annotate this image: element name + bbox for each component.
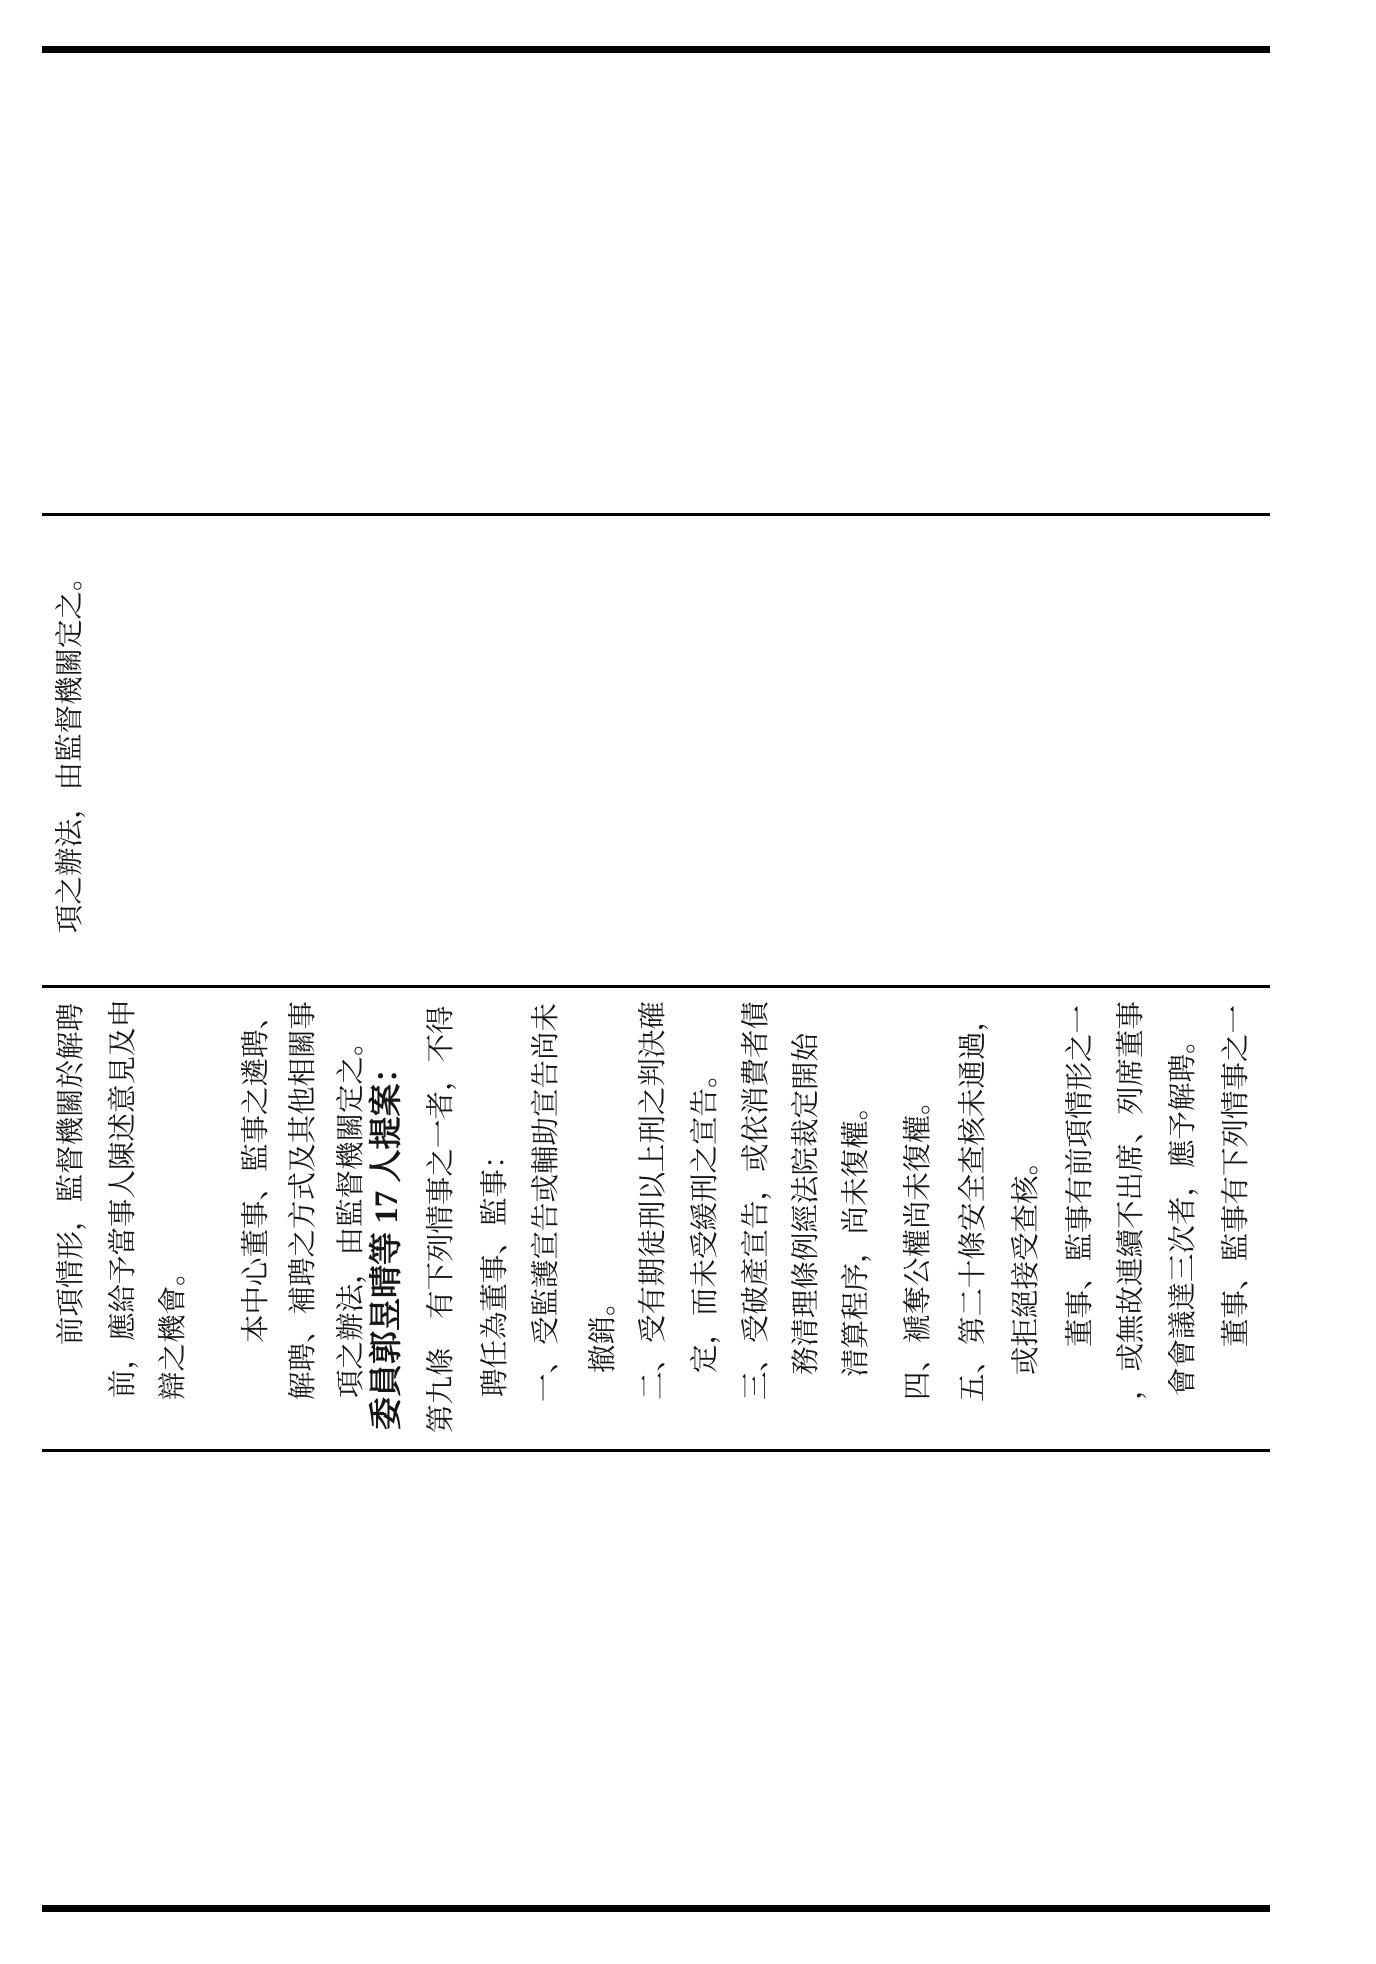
text-line: 項之辦法，由監督機關定之。 xyxy=(55,562,86,933)
text-line: 撤銷。 xyxy=(588,1287,619,1373)
text-line: 董事、監事有前項情形之一 xyxy=(1065,1004,1096,1347)
text-line: 清算程序，尚未復權。 xyxy=(841,1091,872,1377)
text-line: 項之辦法，由監督機關定之。 xyxy=(336,1027,367,1398)
text-line: 本中心董事、監事之遴聘、 xyxy=(241,1000,272,1343)
outer-border-right xyxy=(42,46,1270,53)
text-line: 五、第二十條安全查核未通過， xyxy=(958,1002,989,1402)
text-line: 三、受破產宣告，或依消費者債 xyxy=(741,1000,772,1400)
text-line: 第九條 有下列情事之一者，不得 xyxy=(426,1005,457,1433)
text-line: 或拒絕接受查核。 xyxy=(1011,1146,1042,1375)
text-line: 定，而未受緩刑之宣告。 xyxy=(690,1059,721,1373)
text-line: 聘任為董事、監事： xyxy=(480,1140,511,1397)
outer-border-left xyxy=(42,1905,1270,1912)
divider-3 xyxy=(42,513,1270,516)
divider-1 xyxy=(42,1449,1270,1452)
text-line: 董事、監事有下列情事之一 xyxy=(1221,1004,1252,1347)
proposal-heading: 委員郭昱晴等 17 人提案： xyxy=(369,1050,405,1430)
text-line: 辯之機會。 xyxy=(158,1257,189,1400)
text-line: 務清理條例經法院裁定開始 xyxy=(791,1032,822,1375)
text-line: 四、褫奪公權尚未復權。 xyxy=(903,1086,934,1400)
text-line: 一、受監護宣告或輔助宣告尚未 xyxy=(531,1002,562,1402)
text-line: 前項情形，監督機關於解聘 xyxy=(56,1002,87,1345)
text-line: 解聘、補聘之方式及其他相關事 xyxy=(288,1000,319,1400)
text-line: 會會議達三次者，應予解聘。 xyxy=(1168,1025,1199,1396)
divider-2 xyxy=(42,985,1270,988)
text-line: ，或無故連續不出席、列席董事 xyxy=(1116,1000,1147,1400)
text-line: 二、受有期徒刑以上刑之判決確 xyxy=(638,1000,669,1400)
text-line: 前，應給予當事人陳述意見及申 xyxy=(108,998,139,1398)
